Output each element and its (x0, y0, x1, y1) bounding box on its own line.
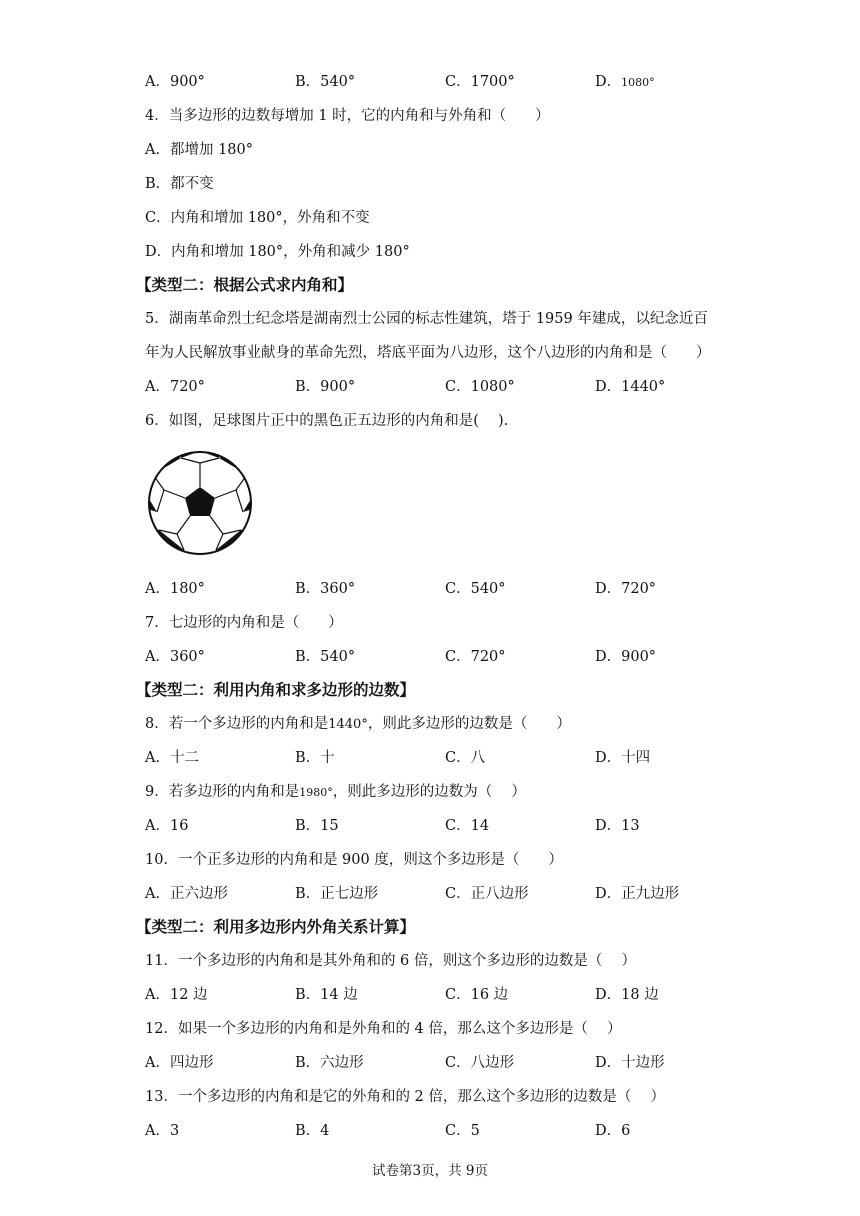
q12-options (145, 1053, 745, 1073)
q11-option-b: B．14 边 (295, 987, 358, 1003)
q8-stem-value: 1440° (328, 717, 368, 732)
q10-stem: 10．一个正多边形的内角和是 900 度，则这个多边形是（ ） (145, 852, 563, 868)
q6-stem: 6．如图，足球图片正中的黑色正五边形的内角和是( ). (145, 413, 509, 429)
q6-options (145, 579, 745, 599)
q4-option-d: D．内角和增加 180°，外角和减少 180° (145, 244, 410, 260)
q13-options (145, 1121, 745, 1141)
q9-option-c: C．14 (445, 818, 490, 834)
q12-option-c: C．八边形 (445, 1055, 515, 1071)
q11-option-d: D．18 边 (595, 987, 659, 1003)
q6-option-b: B．360° (295, 581, 356, 597)
q12-option-d: D．十边形 (595, 1055, 665, 1071)
q13-stem: 13．一个多边形的内角和是它的外角和的 2 倍，那么这个多边形的边数是（ ） (145, 1089, 666, 1105)
q11-options (145, 985, 745, 1005)
q4-stem: 4．当多边形的边数每增加 1 时，它的内角和与外角和（ ） (145, 108, 550, 124)
q10-options (145, 884, 745, 904)
q11-option-c: C．16 边 (445, 987, 509, 1003)
q9-stem (145, 782, 526, 803)
section-heading-relation: 【类型二：利用多边形内外角关系计算】 (136, 918, 416, 936)
q4-option-c: C．内角和增加 180°，外角和不变 (145, 210, 370, 226)
section-heading-sides: 【类型二：利用内角和求多边形的边数】 (136, 681, 416, 699)
q9-stem-post: ，则此多边形的边数为（ ） (332, 784, 526, 800)
q13-option-b: B．4 (295, 1123, 330, 1139)
q8-option-a: A．十二 (145, 750, 199, 766)
q9-options (145, 816, 745, 836)
q3-options (145, 72, 745, 92)
q13-option-c: C．5 (445, 1123, 480, 1139)
q5-stem-line1: 5．湖南革命烈士纪念塔是湖南烈士公园的标志性建筑，塔于 1959 年建成，以纪念近百 (145, 311, 708, 327)
q9-stem-value: 1980° (299, 786, 333, 799)
q7-option-a: A．360° (145, 649, 205, 665)
q6-option-d: D．720° (595, 581, 657, 597)
q5-option-a: A．720° (145, 379, 205, 395)
q7-option-b: B．540° (295, 649, 356, 665)
q8-stem-post: ，则此多边形的边数是（ ） (367, 716, 571, 732)
q8-option-d: D．十四 (595, 750, 651, 766)
q10-option-d: D．正九边形 (595, 886, 680, 902)
q5-option-c: C．1080° (445, 379, 515, 395)
q7-stem: 7．七边形的内角和是（ ） (145, 615, 343, 631)
q10-option-c: C．正八边形 (445, 886, 529, 902)
q4-option-b: B．都不变 (145, 176, 214, 192)
q11-option-a: A．12 边 (145, 987, 208, 1003)
q3-option-d: D．1080° (595, 74, 655, 90)
q8-stem (145, 714, 571, 735)
q10-option-a: A．正六边形 (145, 886, 228, 902)
q7-option-d: D．900° (595, 649, 657, 665)
q5-stem-line2: 年为人民解放事业献身的革命先烈，塔底平面为八边形，这个八边形的内角和是（ ） (145, 345, 711, 361)
page-footer: 试卷第3页，共 9页 (372, 1163, 488, 1179)
q9-stem-pre: 9．若多边形的内角和是 (145, 784, 300, 800)
q12-option-b: B．六边形 (295, 1055, 364, 1071)
q3-option-b: B．540° (295, 74, 356, 90)
q8-option-b: B．十 (295, 750, 335, 766)
q7-options (145, 647, 745, 667)
q8-options (145, 748, 745, 768)
q13-option-a: A．3 (145, 1123, 180, 1139)
q12-option-a: A．四边形 (145, 1055, 214, 1071)
q12-stem: 12．如果一个多边形的内角和是外角和的 4 倍，那么这个多边形是（ ） (145, 1021, 622, 1037)
q9-option-d: D．13 (595, 818, 640, 834)
q7-option-c: C．720° (445, 649, 506, 665)
q11-stem: 11．一个多边形的内角和是其外角和的 6 倍，则这个多边形的边数是（ ） (145, 953, 637, 969)
q5-option-b: B．900° (295, 379, 356, 395)
q4-option-a: A．都增加 180° (145, 142, 254, 158)
q6-option-a: A．180° (145, 581, 205, 597)
q3-option-c: C．1700° (445, 74, 515, 90)
q6-option-c: C．540° (445, 581, 506, 597)
q13-option-d: D．6 (595, 1123, 631, 1139)
q8-stem-pre: 8．若一个多边形的内角和是 (145, 716, 329, 732)
q10-option-b: B．正七边形 (295, 886, 379, 902)
q8-option-c: C．八 (445, 750, 486, 766)
q9-option-a: A．16 (145, 818, 189, 834)
soccer-ball-image (146, 450, 254, 556)
q5-option-d: D．1440° (595, 379, 666, 395)
q3-option-a: A．900° (145, 74, 205, 90)
q5-options (145, 377, 745, 397)
section-heading-formula: 【类型二：根据公式求内角和】 (136, 276, 354, 294)
q9-option-b: B．15 (295, 818, 339, 834)
